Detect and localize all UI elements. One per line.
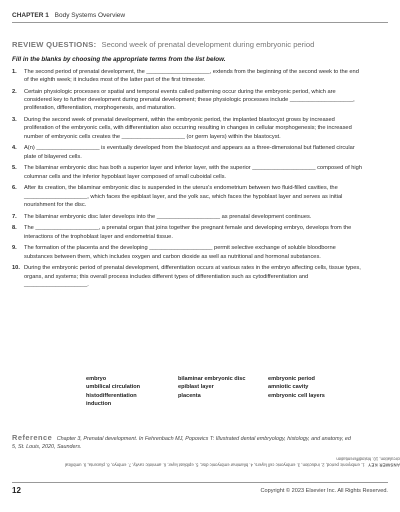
question-number: 3. bbox=[12, 117, 17, 124]
question-text: A(n) ____________________ is eventually developed from the blastocyst and appears as a three-dimensional but flattened circular plate of bilayered cells. bbox=[24, 145, 355, 160]
word-bank-term: embryo bbox=[86, 376, 107, 382]
instructions: Fill in the blanks by choosing the appropriate terms from the list below. bbox=[12, 56, 226, 63]
question-text: The ____________________, a prenatal organ that joins together the pregnant female and developing embryo, develops from the interactions of the trophoblast layer and endometrial tissue. bbox=[24, 225, 352, 240]
question-number: 1. bbox=[12, 69, 17, 75]
page-number: 12 bbox=[12, 486, 21, 495]
word-bank-term: epiblast layer bbox=[178, 384, 214, 391]
question-text: The second period of prenatal development, the ____________________, extends from the beginning of the second week to the end of the eighth week; it includes most of the latter part of the first trimester. bbox=[24, 69, 359, 84]
chapter-number: CHAPTER 1 bbox=[12, 12, 49, 19]
question-text: The bilaminar embryonic disc has both a superior layer and inferior layer, with the superior ____________________ composed of high columnar cells and the inferior hypoblast layer composed of small cuboidal cells. bbox=[24, 165, 362, 180]
question-list bbox=[12, 68, 364, 293]
reference bbox=[12, 434, 352, 451]
word-bank-term: embryonic cell layers bbox=[268, 392, 325, 399]
question-number: 8. bbox=[12, 225, 17, 232]
question-item bbox=[12, 213, 364, 221]
word-bank-term: embryonic period bbox=[268, 376, 315, 382]
word-bank-term: placenta bbox=[178, 392, 201, 399]
word-bank-term: amniotic cavity bbox=[268, 384, 309, 391]
chapter-title: Body Systems Overview bbox=[54, 12, 126, 19]
question-item bbox=[12, 164, 364, 180]
copyright: Copyright © 2023 Elsevier Inc. All Rights Reserved. bbox=[260, 488, 388, 494]
question-item bbox=[12, 264, 364, 289]
question-item bbox=[12, 68, 364, 84]
question-item bbox=[12, 116, 364, 141]
word-bank-term: induction bbox=[86, 401, 112, 408]
question-item bbox=[12, 244, 364, 260]
review-questions-topic: Second week of prenatal development during embryonic period bbox=[101, 40, 315, 49]
word-bank-term: umbilical circulation bbox=[86, 384, 141, 391]
question-number: 6. bbox=[12, 185, 17, 192]
question-text: During the second week of prenatal development, within the embryonic period, the implanted blastocyst grows by increased proliferation of the embryonic cells, with differentiation also occurring resulting in changes in cellular morphogenesis; the increased number of embryonic cells creates the ____________________ (or germ layers) within the blastocyst. bbox=[24, 117, 352, 140]
question-text: After its creation, the bilaminar embryonic disc is suspended in the uterus's endometrium between two fluid-filled cavities, the ____________________, which faces the epiblast layer, and the yolk sac, which faces the hypoblast layer and serves as initial nourishment for the disc. bbox=[24, 185, 343, 208]
review-questions-title bbox=[12, 40, 388, 49]
word-bank-term: histodifferentiation bbox=[86, 392, 137, 399]
reference-text: Chapter 3, Prenatal development. In Fehrenbach MJ, Popowics T: Illustrated dental embryology, histology, and anatomy, ed 5, St. Louis, 2020, Saunders. bbox=[12, 436, 351, 450]
question-number: 9. bbox=[12, 245, 17, 252]
question-item bbox=[12, 88, 364, 113]
answer-key bbox=[52, 456, 400, 468]
question-number: 5. bbox=[12, 165, 17, 172]
question-item bbox=[12, 144, 364, 160]
word-bank bbox=[86, 376, 346, 407]
question-text: The formation of the placenta and the developing ____________________ permit selective exchange of soluble bloodborne substances between them, which includes oxygen and carbon dioxide as well as nutritional and hormonal substances. bbox=[24, 245, 336, 260]
reference-label: Reference bbox=[12, 433, 53, 442]
chapter-header bbox=[12, 12, 388, 23]
question-item bbox=[12, 184, 364, 209]
answer-key-text: 1. embryonic period, 2. induction, 3. embryonic cell layers, 4. bilaminar embryonic disc, 5. epiblast layer, 6. amniotic cavity, 7. embryo, 8. placenta, 9. umbilical circulation, 10. histodifferentiation bbox=[64, 456, 400, 468]
question-item bbox=[12, 224, 364, 240]
question-number: 7. bbox=[12, 213, 17, 220]
question-text: Certain physiologic processes or spatial and temporal events called patterning occur during the embryonic period, which are considered key to further development during prenatal development; these physiologic processes include ____________________, proliferation, differentiation, morphogenesis, and maturation. bbox=[24, 89, 355, 112]
question-number: 10. bbox=[12, 265, 20, 272]
question-text: During the embryonic period of prenatal development, differentiation occurs at various rates in the embryo affecting cells, tissue types, organs, and systems; this overall process includes different types of differentiation such as cytodifferentiation and ____________________. bbox=[24, 265, 361, 288]
answer-key-label: ANSWER KEY bbox=[367, 462, 400, 468]
question-number: 4. bbox=[12, 145, 17, 152]
footer-divider bbox=[12, 482, 388, 483]
question-number: 2. bbox=[12, 89, 17, 95]
review-questions-label: REVIEW QUESTIONS: bbox=[12, 40, 97, 49]
question-text: The bilaminar embryonic disc later develops into the ____________________ as prenatal development continues. bbox=[24, 213, 312, 220]
word-bank-term: bilaminar embryonic disc bbox=[178, 376, 246, 382]
